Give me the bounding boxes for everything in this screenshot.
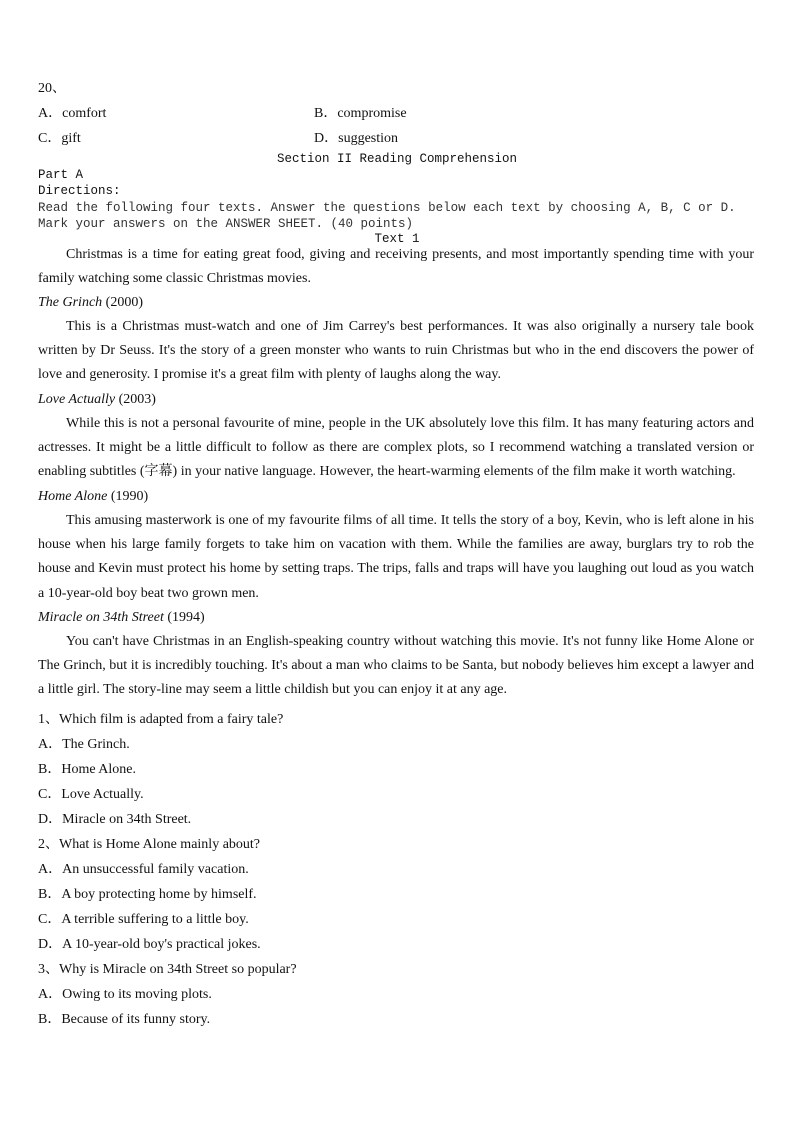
film-review-love-actually: While this is not a personal favourite of mine, people in the UK absolutely love this film. It has many featuring actors and actresses. It might be a little difficult to follow as there are complex plots, so I recommend watching a translated version or enabling subtitles (字幕) in your native language. However, the heart-warming elements of the film make it worth watching. xyxy=(38,416,754,480)
film-heading-home-alone: Home Alone (1990) xyxy=(38,489,149,504)
question-1-option-b: B．Home Alone. xyxy=(38,762,136,777)
q20-option-b: B．compromise xyxy=(314,106,407,121)
q20-option-c: C．gift xyxy=(38,131,81,146)
q20-option-a: A．comfort xyxy=(38,106,107,121)
text-1-title: Text 1 xyxy=(374,232,420,246)
question-1-option-c: C．Love Actually. xyxy=(38,787,144,802)
question-2-option-b: B．A boy protecting home by himself. xyxy=(38,887,257,902)
film-review-grinch: This is a Christmas must-watch and one of Jim Carrey's best performances. It was also originally a nursery tale book written by Dr Seuss. It's the story of a green monster who wants to ruin Christmas but who in the end discovers the power of love and generosity. I promise it's a great film with plenty of laughs along the way. xyxy=(38,319,754,383)
question-1-option-a: A．The Grinch. xyxy=(38,737,130,752)
question-1-option-d: D．Miracle on 34th Street. xyxy=(38,812,192,827)
question-3-option-a: A．Owing to its moving plots. xyxy=(38,987,212,1002)
film-heading-love-actually: Love Actually (2003) xyxy=(38,392,156,407)
question-2-option-c: C．A terrible suffering to a little boy. xyxy=(38,912,249,927)
directions-text: Read the following four texts. Answer the questions below each text by choosing A, B, C or D. Mark your answers on the ANSWER SHEET. (40 points) xyxy=(38,201,736,231)
part-label: Part A xyxy=(38,168,84,182)
text-1-intro: Christmas is a time for eating great food, giving and receiving presents, and most importantly spending time with your family watching some classic Christmas movies. xyxy=(38,247,754,287)
question-1-stem: 1、Which film is adapted from a fairy tale? xyxy=(38,712,284,727)
film-heading-grinch: The Grinch (2000) xyxy=(38,295,143,310)
q20-option-d: D．suggestion xyxy=(314,131,399,146)
question-20-number: 20、 xyxy=(38,81,66,96)
directions-label: Directions: xyxy=(38,184,121,198)
section-title: Section II Reading Comprehension xyxy=(276,152,518,166)
question-2-option-a: A．An unsuccessful family vacation. xyxy=(38,862,249,877)
question-3-option-b: B．Because of its funny story. xyxy=(38,1012,211,1027)
film-heading-miracle: Miracle on 34th Street (1994) xyxy=(38,610,205,625)
question-3-stem: 3、Why is Miracle on 34th Street so popular? xyxy=(38,962,297,977)
film-review-miracle: You can't have Christmas in an English-speaking country without watching this movie. It's not funny like Home Alone or The Grinch, but it is incredibly touching. It's about a man who claims to be Santa, but nobody believes him except a lawyer and a little girl. The story-line may seem a little childish but you can enjoy it at any age. xyxy=(38,634,754,698)
film-review-home-alone: This amusing masterwork is one of my favourite films of all time. It tells the story of a boy, Kevin, who is left alone in his house when his large family forgets to take him on vacation with them. While the families are away, burglars try to rob the house and Kevin must protect his home by setting traps. The trips, falls and traps will have you laughing out loud as you watch a 10-year-old boy beat two grown men. xyxy=(38,513,754,601)
question-2-option-d: D．A 10-year-old boy's practical jokes. xyxy=(38,937,261,952)
question-2-stem: 2、What is Home Alone mainly about? xyxy=(38,837,261,852)
